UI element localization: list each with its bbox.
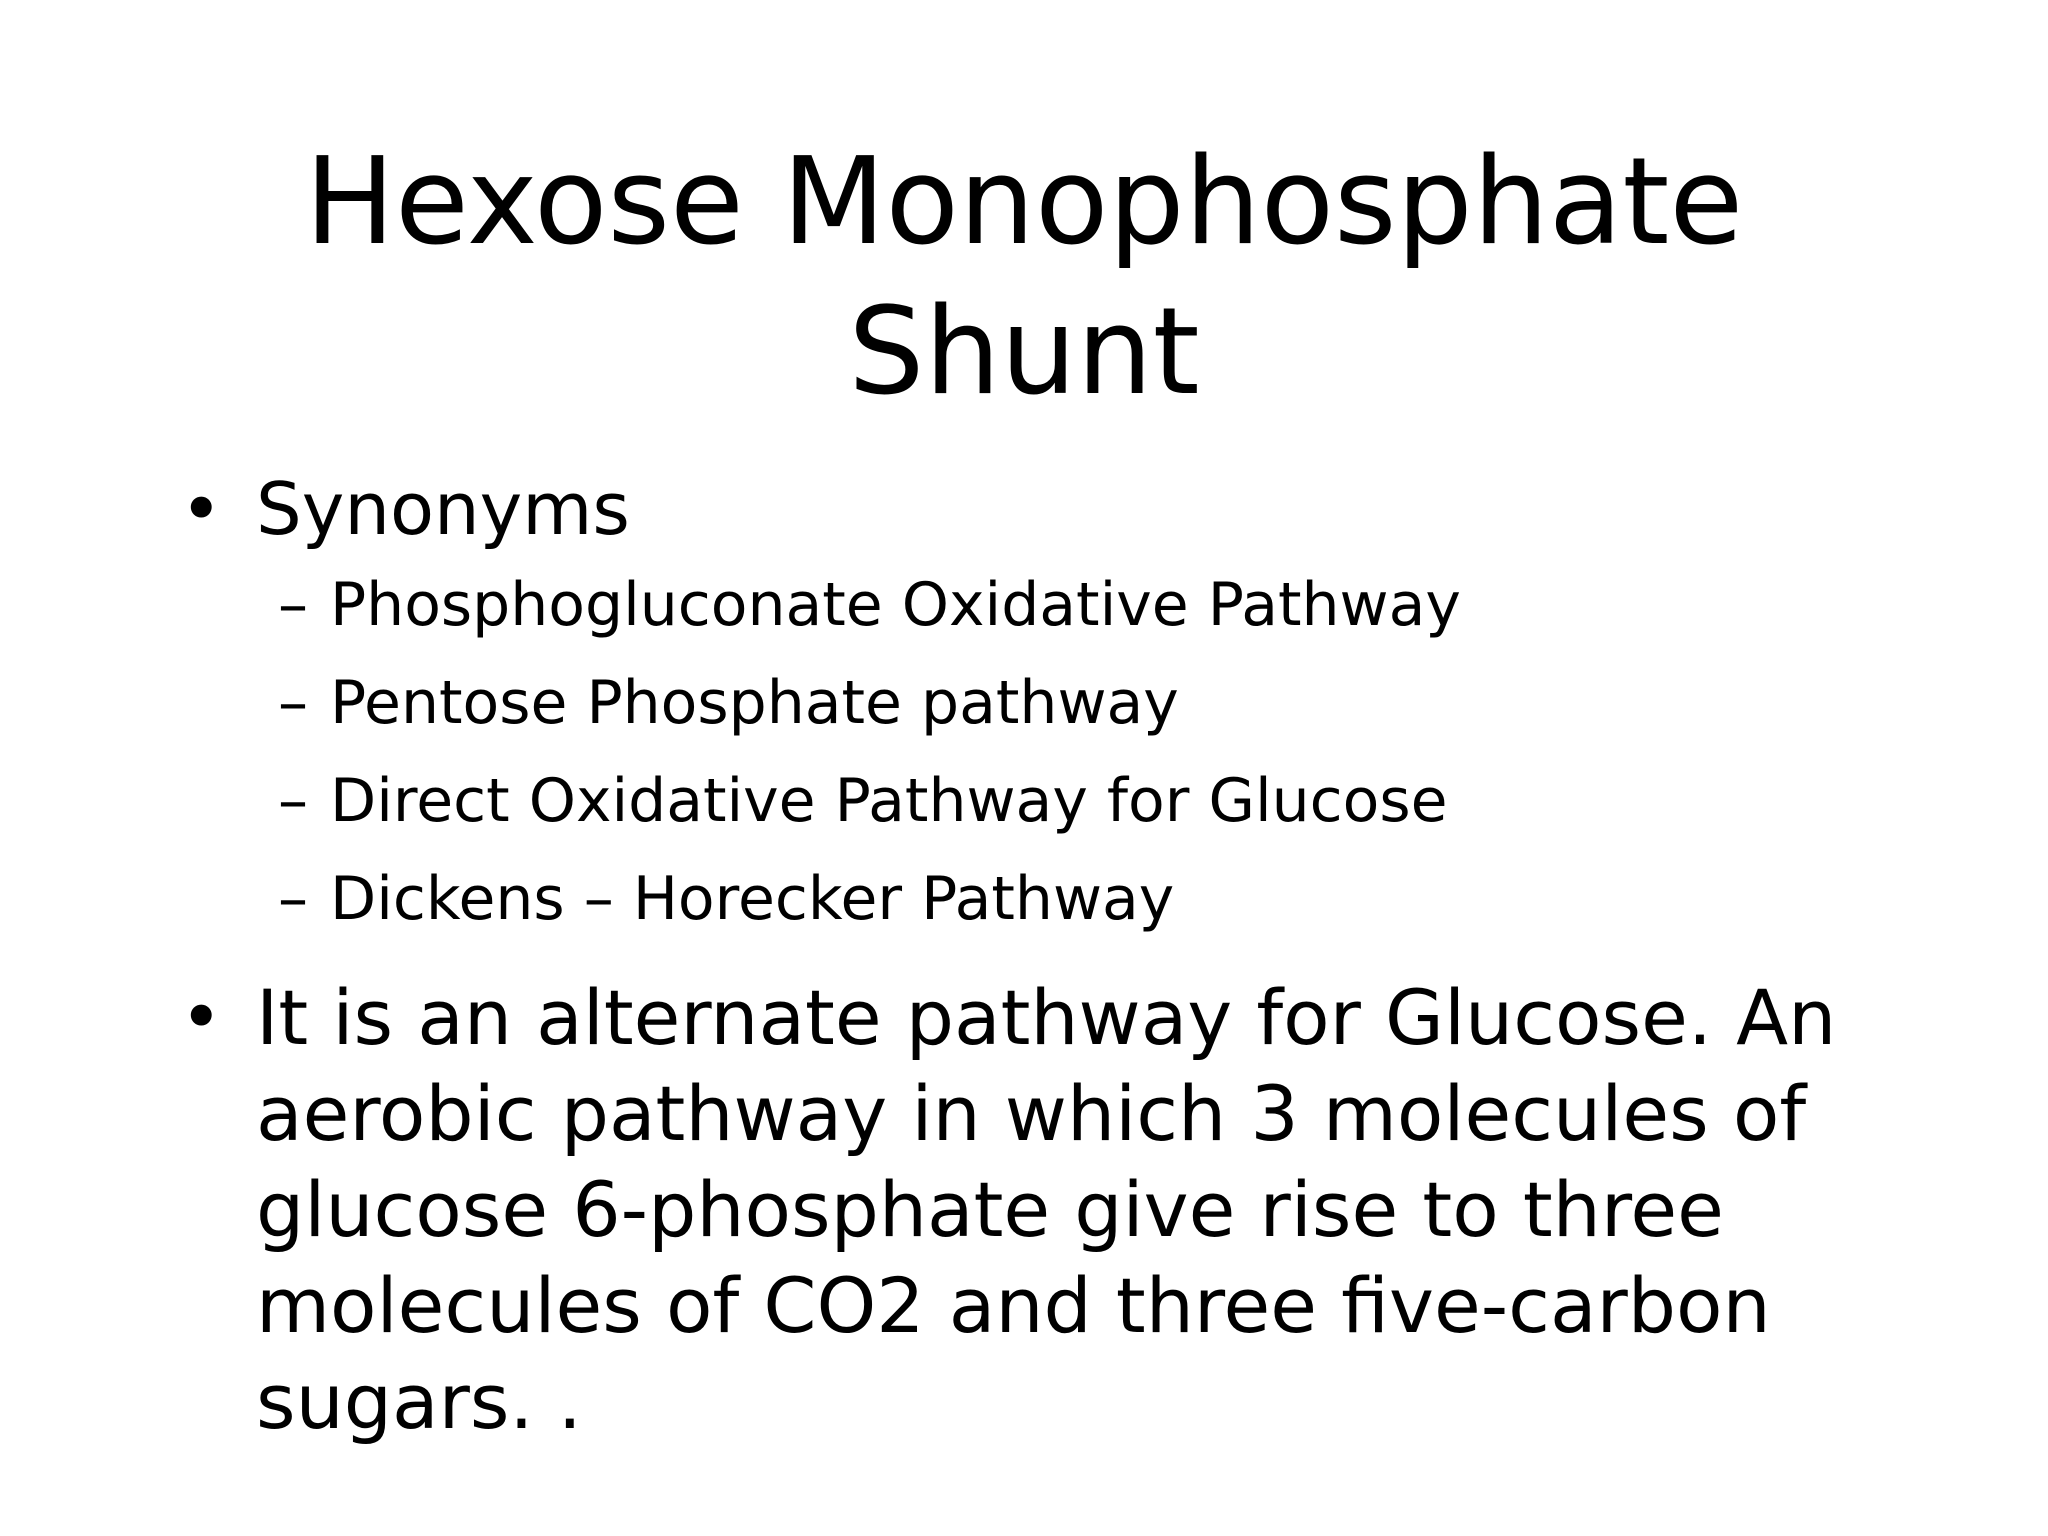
sub-item xyxy=(170,556,1970,654)
synonyms-sublist-wrapper xyxy=(170,556,1970,948)
bullet-dot: • xyxy=(180,975,223,1059)
sub-item-text: Pentose Phosphate pathway xyxy=(330,668,1179,738)
sub-item xyxy=(170,850,1970,948)
dash-marker: – xyxy=(278,570,308,640)
dash-marker: – xyxy=(278,668,308,738)
bullet-synonyms xyxy=(170,462,1970,556)
title-line-2: Shunt xyxy=(848,283,1200,422)
bullet-description xyxy=(170,970,1970,1450)
slide-title xyxy=(0,128,2048,428)
bullet-dot: • xyxy=(180,467,223,551)
bullet-synonyms-label: Synonyms xyxy=(256,467,630,551)
sub-item xyxy=(170,654,1970,752)
dash-marker: – xyxy=(278,864,308,934)
title-line-1: Hexose Monophosphate xyxy=(304,133,1744,272)
sub-item-text: Dickens – Horecker Pathway xyxy=(330,864,1175,934)
bullet-list xyxy=(170,462,1970,1450)
dash-marker: – xyxy=(278,766,308,836)
synonyms-sublist xyxy=(170,556,1970,948)
sub-item xyxy=(170,752,1970,850)
description-text: It is an alternate pathway for Glucose. An aerobic pathway in which 3 molecules of glucose 6-phosphate give rise to three molecules of CO2 and three five-carbon sugars. . xyxy=(256,973,1837,1446)
sub-item-text: Direct Oxidative Pathway for Glucose xyxy=(330,766,1448,836)
sub-item-text: Phosphogluconate Oxidative Pathway xyxy=(330,570,1461,640)
